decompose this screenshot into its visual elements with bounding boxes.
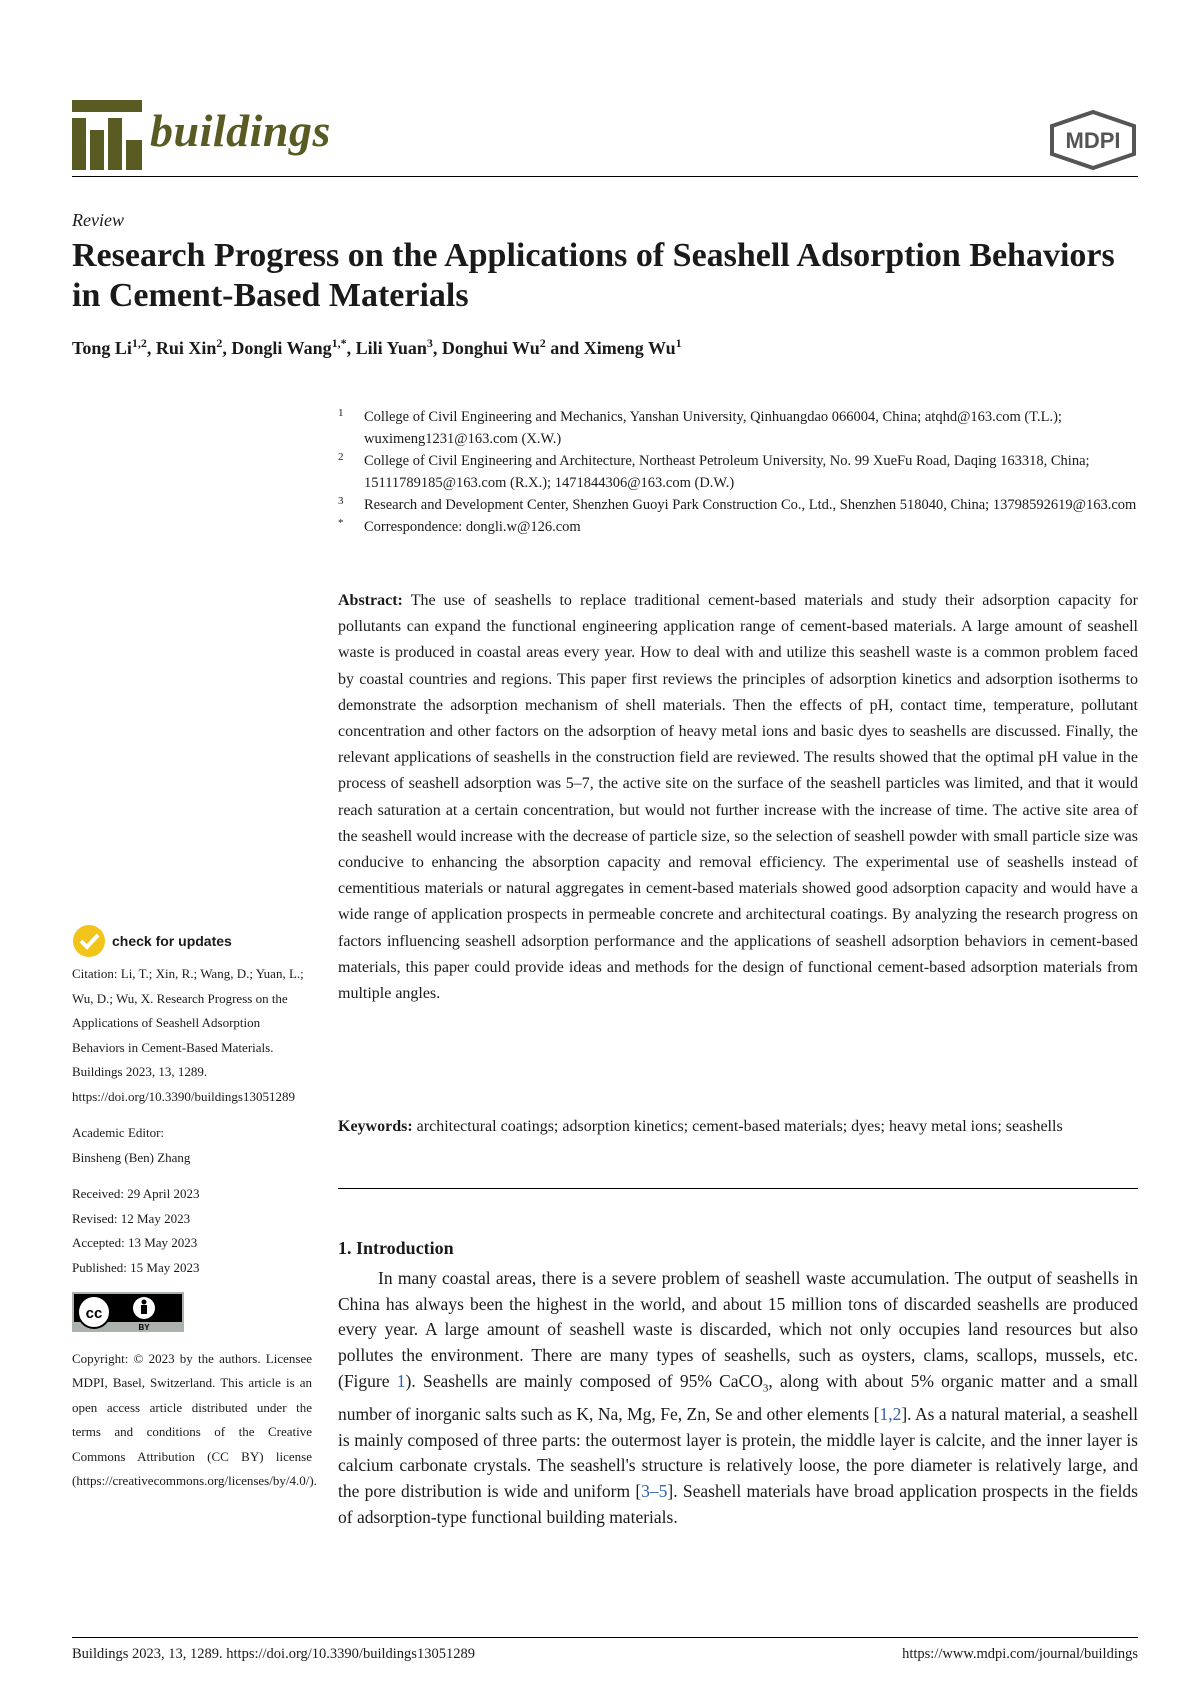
- svg-text:cc: cc: [85, 1305, 103, 1322]
- author-separator: ,: [432, 338, 442, 358]
- keywords-text: architectural coatings; adsorption kinetics; cement-based materials; dyes; heavy metal ions; seashells: [416, 1118, 1063, 1135]
- footer-journal-url[interactable]: https://www.mdpi.com/journal/buildings: [902, 1646, 1138, 1662]
- author-affiliation-marker: 3: [426, 336, 433, 350]
- affiliation-item: [338, 450, 1138, 494]
- article-type: Review: [72, 210, 124, 230]
- author-affiliation-marker: 2: [216, 336, 223, 350]
- svg-text:BY: BY: [138, 1323, 150, 1332]
- mdpi-logo-icon: [1048, 110, 1138, 170]
- citation-link-3-5[interactable]: 3–5: [641, 1481, 668, 1502]
- affiliation-item: [338, 406, 1138, 450]
- author-affiliation-marker: 1,2: [131, 336, 147, 350]
- article-sidebar: [72, 924, 317, 1494]
- check-updates-icon: [72, 924, 106, 958]
- affiliation-number: 1: [338, 407, 344, 419]
- affiliation-number: 2: [338, 451, 344, 463]
- intro-text-3: , along with about 5% organic matter and a small number of inorganic salts such as K, Na, Mg, Fe, Zn, Se and other elements [: [338, 1370, 1138, 1425]
- editor-name: Binsheng (Ben) Zhang: [72, 1149, 191, 1165]
- copyright-notice: Copyright: © 2023 by the authors. Licensee MDPI, Basel, Switzerland. This article is an open access article distributed under the terms and conditions of the Creative Commons Attribution (CC BY) license (https://creativecommons.org/licenses/by/4.0/).: [72, 1350, 317, 1488]
- check-for-updates-badge[interactable]: [72, 924, 312, 958]
- revised-date: Revised: 12 May 2023: [72, 1210, 191, 1226]
- affiliation-item: [338, 494, 1138, 516]
- author-name: Tong Li: [72, 338, 132, 358]
- keywords-label: Keywords:: [338, 1118, 413, 1135]
- keywords-rule: [338, 1188, 1138, 1189]
- author-affiliation-marker: 1,*: [331, 336, 347, 350]
- published-date: Published: 15 May 2023: [72, 1259, 200, 1275]
- author-separator: ,: [146, 338, 156, 358]
- introduction-paragraph: [338, 1266, 1138, 1531]
- intro-text-4: ]. As a natural material, a seashell is mainly composed of three parts: the outermost layer is protein, the middle layer is calcite, and the inner layer is calcium carbonate crystals. The seashell's structure is relatively loose, the pore diameter is relatively large, and the pore distribution is wide and uniform [: [338, 1404, 1138, 1502]
- author-list: [72, 336, 1138, 359]
- dates: [72, 1182, 312, 1280]
- cc-by-license-icon[interactable]: [72, 1292, 184, 1332]
- author-separator: ,: [222, 338, 232, 358]
- intro-text-1: In many coastal areas, there is a severe problem of seashell waste accumulation. The output of seashells in China has always been the highest in the world, and about 15 million tons of discarded seashells are produced every year. A large amount of seashell waste is discarded, which not only occupies land resources but also pollutes the environment. There are many types of seashells, such as oysters, clams, scallops, mussels, etc. (Figure: [338, 1268, 1138, 1391]
- buildings-logo-icon: [72, 100, 142, 170]
- abstract-label: Abstract:: [338, 592, 403, 609]
- affiliation-text: Research and Development Center, Shenzhen Guoyi Park Construction Co., Ltd., Shenzhen 518040, China; 13798592619@163.com: [364, 497, 1137, 513]
- check-updates-label: check for updates: [112, 932, 232, 949]
- citation: Citation: Li, T.; Xin, R.; Wang, D.; Yuan, L.; Wu, D.; Wu, X. Research Progress on the Applications of Seashell Adsorption Behaviors in Cement-Based Materials. Buildings 2023, 13, 1289. https://doi.org/10.3390/buildings13051289: [72, 966, 304, 1104]
- author-separator: and: [545, 338, 584, 358]
- author-name: Ximeng Wu: [583, 338, 676, 358]
- author-name: Lili Yuan: [355, 338, 427, 358]
- section-heading: 1. Introduction: [338, 1238, 454, 1258]
- author-name: Donghui Wu: [441, 338, 540, 358]
- accepted-date: Accepted: 13 May 2023: [72, 1235, 198, 1250]
- article-title: Research Progress on the Applications of Seashell Adsorption Behaviors in Cement-Based Materials: [72, 237, 1115, 314]
- affiliation-number: *: [338, 517, 344, 529]
- journal-name: buildings: [150, 105, 331, 156]
- author-name: Dongli Wang: [231, 338, 332, 358]
- affiliation-number: 3: [338, 495, 344, 507]
- affiliation-text: College of Civil Engineering and Mechanics, Yanshan University, Qinhuangdao 066004, China; atqhd@163.com (T.L.); wuximeng1231@163.com (X.W.): [364, 409, 1062, 447]
- footer-citation: Buildings 2023, 13, 1289. https://doi.org/10.3390/buildings13051289: [72, 1646, 475, 1662]
- academic-editor: [72, 1121, 312, 1170]
- header-rule: [72, 176, 1138, 177]
- affiliations: [338, 406, 1138, 538]
- affiliation-text: College of Civil Engineering and Architecture, Northeast Petroleum University, No. 99 XueFu Road, Daqing 163318, China; 15111789185@163.com (R.X.); 1471844306@163.com (D.W.): [364, 453, 1090, 491]
- author-affiliation-marker: 1: [675, 336, 682, 350]
- received-date: Received: 29 April 2023: [72, 1186, 200, 1201]
- author-separator: ,: [346, 338, 356, 358]
- intro-text-2: ). Seashells are mainly composed of 95% CaCO: [405, 1370, 763, 1391]
- affiliation-text: Correspondence: dongli.w@126.com: [364, 519, 581, 535]
- journal-header: [72, 100, 1138, 178]
- abstract-text: The use of seashells to replace traditional cement-based materials and study their adsorption capacity for pollutants can expand the functional engineering application range of cement-based materials. A large amount of seashell waste is produced in coastal areas every year. How to deal with and utilize this seashell waste is a common problem faced by coastal countries and regions. This paper first reviews the principles of adsorption kinetics and adsorption isotherms to demonstrate the adsorption mechanism of shell materials. Then the effects of pH, contact time, temperature, pollutant concentration and other factors on the adsorption of heavy metal ions and basic dyes to seashells are discussed. Finally, the relevant applications of seashells in the construction field are reviewed. The results showed that the optimal pH value in the process of seashell adsorption was 5–7, the active site on the surface of the seashell particles was limited, and that it would reach saturation at a certain concentration, but would not further increase with the increase of time. The active site area of the seashell would increase with the decrease of particle size, so the selection of seashell powder with small particle size was conducive to enhancing the absorption capacity and removal efficiency. The experimental use of seashells instead of cementitious materials or natural aggregates in cement-based materials showed good adsorption capacity and would have a wide range of application prospects in permeable concrete and architectural coatings. By analyzing the research progress on factors influencing seashell adsorption performance and the applications of seashell adsorption behaviors in cement-based materials, this paper could provide ideas and methods for the design of functional cement-based adsorption materials from multiple angles.: [338, 592, 1138, 1003]
- author-name: Rui Xin: [155, 338, 217, 358]
- figure-link[interactable]: 1: [396, 1370, 406, 1391]
- author-affiliation-marker: 2: [539, 336, 546, 350]
- keywords: [338, 1114, 1138, 1140]
- citation-link-1-2[interactable]: 1,2: [879, 1404, 902, 1425]
- abstract: [338, 588, 1138, 1007]
- editor-label: Academic Editor:: [72, 1125, 165, 1140]
- subscript-3: 3: [762, 1382, 769, 1395]
- intro-text-5: ]. Seashell materials have broad application prospects in the fields of adsorption-type functional building materials.: [338, 1481, 1138, 1527]
- mdpi-logo-text: MDPI: [1065, 128, 1121, 153]
- affiliation-item: [338, 516, 1138, 538]
- footer-rule: [72, 1637, 1138, 1638]
